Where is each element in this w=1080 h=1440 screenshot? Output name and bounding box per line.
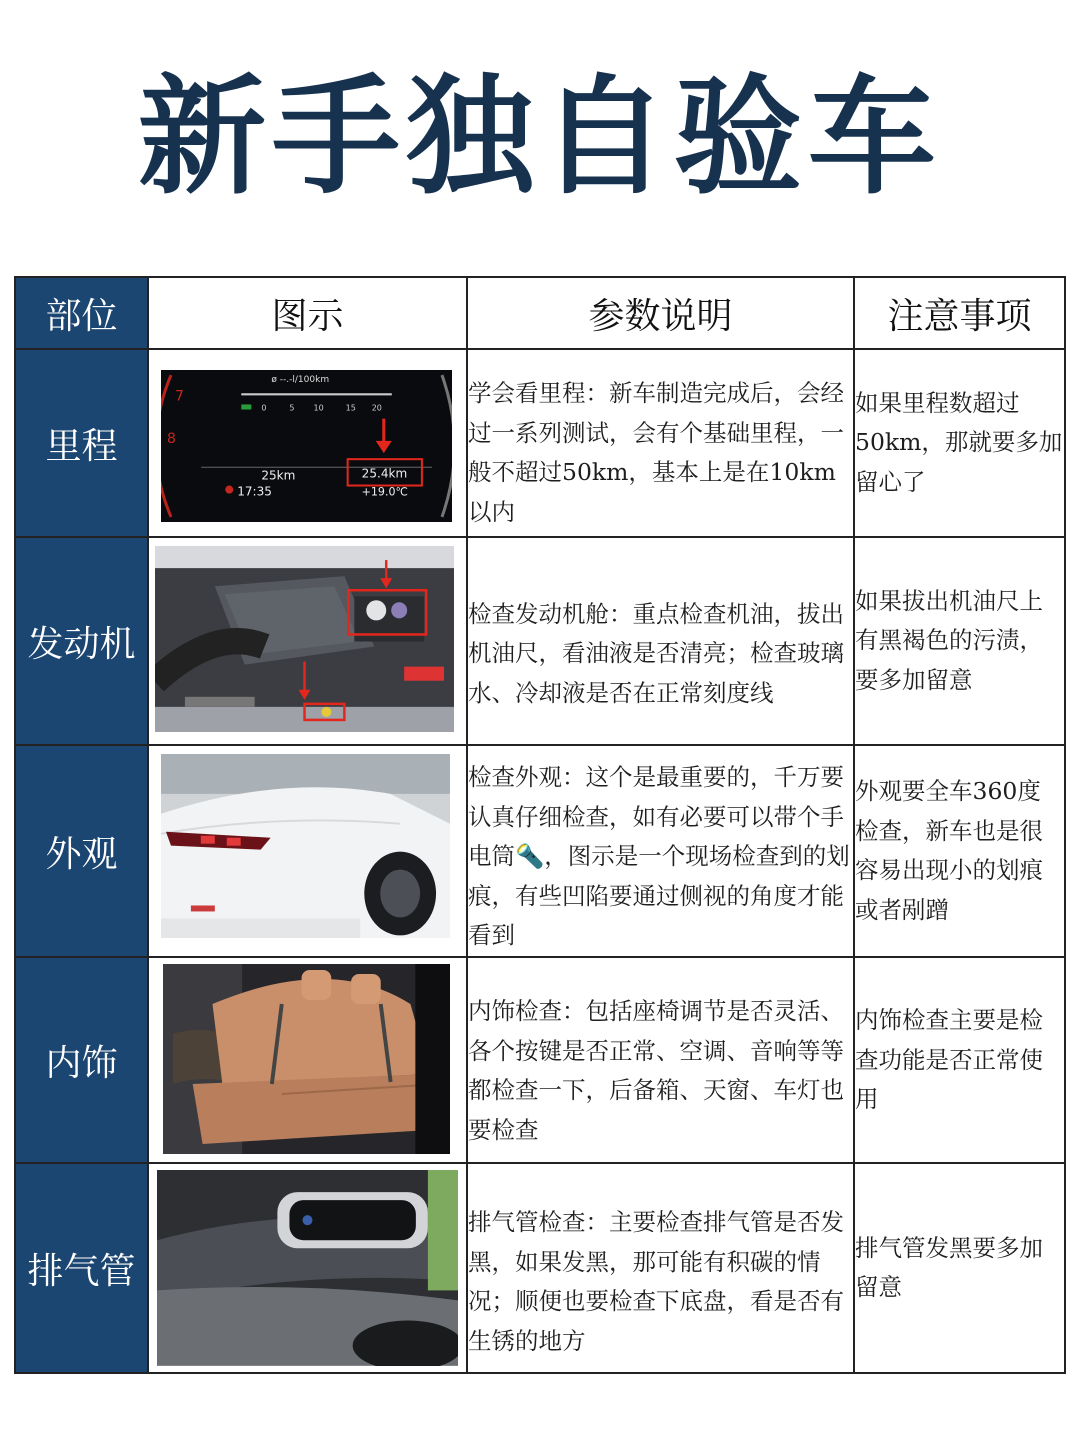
exhaust-pipe-photo <box>157 1170 458 1366</box>
svg-text:8: 8 <box>167 430 176 447</box>
svg-text:7: 7 <box>175 388 184 405</box>
scale-15: 15 <box>345 403 356 413</box>
row-part-label: 内饰 <box>15 957 148 1163</box>
consumption-readout: ø --.-l/100km <box>271 375 330 386</box>
row-notes: 如果里程数超过50km，那就要多加留心了 <box>854 349 1065 537</box>
header-part: 部位 <box>15 277 148 349</box>
row-params: 检查外观：这个是最重要的，千万要认真仔细检查，如有必要可以带个手电筒🔦，图示是一个现场检查到的划痕，有些凹陷要通过侧视的角度才能看到 <box>467 745 854 957</box>
row-part-label: 外观 <box>15 745 148 957</box>
table-row <box>15 745 1065 957</box>
header-image: 图示 <box>148 277 467 349</box>
row-part-label: 里程 <box>15 349 148 537</box>
trip-distance: 25km <box>261 468 296 483</box>
table-row <box>15 1163 1065 1373</box>
scale-10: 10 <box>313 403 324 413</box>
outside-temp: +19.0℃ <box>361 485 408 499</box>
table-row <box>15 537 1065 745</box>
table-row <box>15 957 1065 1163</box>
row-params: 学会看里程：新车制造完成后，会经过一系列测试，会有个基础里程，一般不超过50km，基本上是在10km以内 <box>467 349 854 537</box>
table-row <box>15 349 1065 537</box>
clock: 17:35 <box>237 484 272 499</box>
row-notes: 内饰检查主要是检查功能是否正常使用 <box>854 957 1065 1163</box>
engine-bay-photo <box>155 546 454 732</box>
car-exterior-photo <box>161 754 450 938</box>
table-header-row <box>15 277 1065 349</box>
total-distance: 25.4km <box>361 466 408 481</box>
row-params: 排气管检查：主要检查排气管是否发黑，如果发黑，那可能有积碳的情况；顺便也要检查下底盘，看是否有生锈的地方 <box>467 1163 854 1373</box>
car-interior-seats-photo <box>163 964 450 1154</box>
row-notes: 外观要全车360度检查，新车也是很容易出现小的划痕或者剐蹭 <box>854 745 1065 957</box>
row-part-label: 发动机 <box>15 537 148 745</box>
car-inspection-table <box>14 276 1066 1374</box>
row-notes: 排气管发黑要多加留意 <box>854 1163 1065 1373</box>
row-params: 检查发动机舱：重点检查机油，拔出机油尺，看油液是否清亮；检查玻璃水、冷却液是否在正常刻度线 <box>467 537 854 745</box>
scale-5: 5 <box>289 403 295 413</box>
header-params: 参数说明 <box>467 277 854 349</box>
odometer-dashboard-photo <box>161 370 452 522</box>
row-part-label: 排气管 <box>15 1163 148 1373</box>
header-notes: 注意事项 <box>854 277 1065 349</box>
scale-20: 20 <box>371 403 382 413</box>
scale-0: 0 <box>261 403 267 413</box>
row-params: 内饰检查：包括座椅调节是否灵活、各个按键是否正常、空调、音响等等都检查一下，后备箱、天窗、车灯也要检查 <box>467 957 854 1163</box>
page-title: 新手独自验车 <box>137 63 942 212</box>
row-notes: 如果拔出机油尺上有黑褐色的污渍，要多加留意 <box>854 537 1065 745</box>
